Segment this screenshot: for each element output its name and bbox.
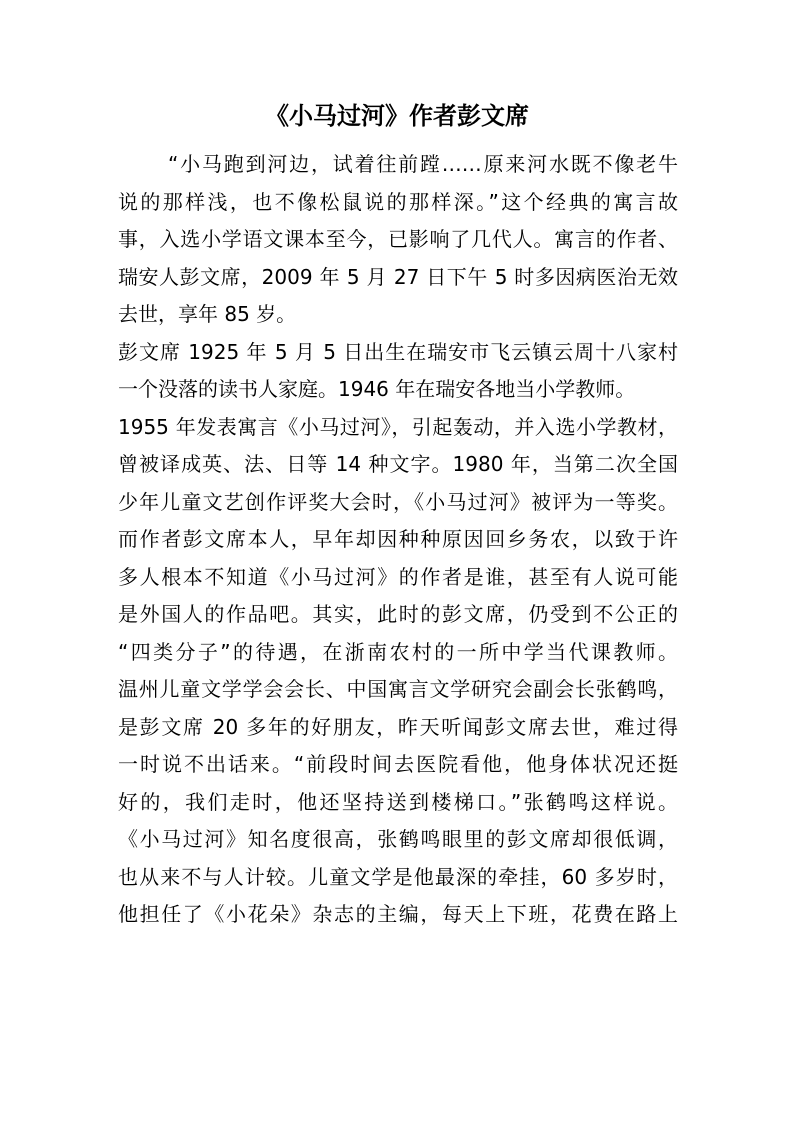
- text-line: 少年儿童文艺创作评奖大会时，《小马过河》被评为一等奖。: [118, 489, 678, 514]
- text-line: “小马跑到河边，试着往前蹚……原来河水既不像老牛: [168, 152, 678, 176]
- text-line: 《小马过河》知名度很高，张鹤鸣眼里的彭文席却很低调，: [118, 827, 678, 851]
- document-title: 《小马过河》作者彭文席: [265, 101, 529, 130]
- text-line: 多人根本不知道《小马过河》的作者是谁，甚至有人说可能: [118, 564, 678, 589]
- text-line: 瑞安人彭文席，2009 年 5 月 27 日下午 5 时多因病医治无效: [118, 264, 678, 289]
- text-line: “四类分子”的待遇，在浙南农村的一所中学当代课教师。: [118, 639, 678, 664]
- text-line: 而作者彭文席本人，早年却因种种原因回乡务农，以致于许: [118, 527, 678, 551]
- document-body: [118, 146, 678, 934]
- text-line: 一时说不出话来。“前段时间去医院看他，他身体状况还挺: [118, 752, 678, 776]
- text-line: 说的那样浅，也不像松鼠说的那样深。”这个经典的寓言故: [118, 189, 678, 214]
- text-line: 温州儿童文学学会会长、中国寓言文学研究会副会长张鹤鸣，: [118, 677, 678, 701]
- text-line: 好的，我们走时，他还坚持送到楼梯口。”张鹤鸣这样说。: [118, 789, 678, 814]
- text-line: 一个没落的读书人家庭。1946 年在瑞安各地当小学教师。: [118, 377, 636, 401]
- text-line: 事，入选小学语文课本至今，已影响了几代人。寓言的作者、: [118, 227, 678, 251]
- text-line: 也从来不与人计较。儿童文学是他最深的牵挂，60 多岁时，: [118, 864, 678, 889]
- text-line: 是外国人的作品吧。其实，此时的彭文席，仍受到不公正的: [118, 602, 678, 626]
- text-line: 去世，享年 85 岁。: [118, 302, 297, 326]
- text-line: 是彭文席 20 多年的好朋友，昨天听闻彭文席去世，难过得: [118, 714, 678, 739]
- text-line: 彭文席 1925 年 5 月 5 日出生在瑞安市飞云镇云周十八家村: [118, 339, 678, 364]
- text-line: 1955 年发表寓言《小马过河》，引起轰动，并入选小学教材，: [118, 414, 678, 439]
- text-line: 他担任了《小花朵》杂志的主编，每天上下班，花费在路上: [118, 902, 678, 926]
- text-line: 曾被译成英、法、日等 14 种文字。1980 年，当第二次全国: [118, 452, 678, 476]
